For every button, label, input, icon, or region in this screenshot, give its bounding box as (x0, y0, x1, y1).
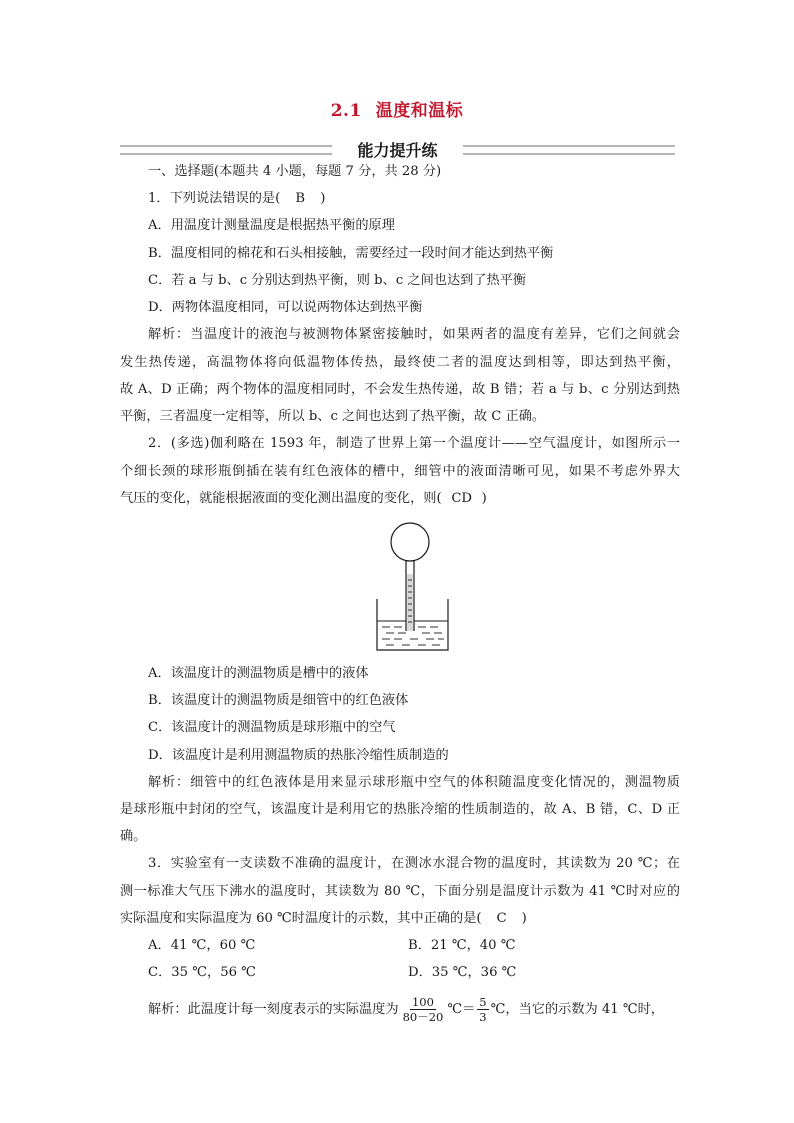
q3-stem-line (120, 908, 680, 930)
q2-stem-text: 气压的变化，就能根据液面的变化测出温度的变化，则( (120, 491, 442, 506)
q2-analysis-line: 确。 (120, 829, 147, 844)
lesson-number: 2.1 (330, 101, 362, 121)
q3-stem-text: 实际温度和实际温度为 60 ℃时温度计的示数，其中正确的是( (120, 911, 482, 926)
q1-option-a: A．用温度计测量温度是根据热平衡的原理 (148, 218, 395, 233)
fraction-denominator: 80－20 (402, 1010, 444, 1024)
q1-analysis-line: 故 A、D 正确；两个物体的温度相同时，不会发生热传递，故 B 错；若 a 与 b、c 分别达到热 (120, 382, 680, 397)
fraction-numerator: 100 (411, 995, 434, 1009)
q3-answer: C (496, 911, 507, 926)
lesson-title-text: 温度和温标 (375, 101, 464, 121)
q3-option-c: C．35 ℃，56 ℃ (148, 965, 256, 980)
q3-stem-close: ) (521, 911, 527, 926)
q1-analysis-line: 发生热传递，高温物体将向低温物体传热，最终使二者的温度达到相等，即达到热平衡， (120, 355, 680, 370)
q1-stem-close: ) (320, 191, 326, 206)
section-rule-right (463, 145, 675, 155)
q2-analysis-line: 解析：细管中的红色液体是用来显示球形瓶中空气的体积随温度变化情况的，测温物质 (148, 775, 680, 790)
q1-stem (148, 188, 680, 210)
q3-analysis-text: 解析：此温度计每一刻度表示的实际温度为 (148, 1002, 399, 1017)
section-rule-left (120, 145, 332, 155)
q3-option-a: A．41 ℃，60 ℃ (148, 938, 256, 953)
fraction-numerator: 5 (479, 995, 487, 1009)
q1-analysis-line: 解析：当温度计的液泡与被测物体紧密接触时，如果两者的温度有差异，它们之间就会 (148, 327, 680, 342)
section-header (120, 136, 675, 162)
q2-option-a: A．该温度计的测温物质是槽中的液体 (148, 666, 369, 681)
section-title: 能力提升练 (357, 141, 438, 160)
q1-option-b: B．温度相同的棉花和石头相接触，需要经过一段时间才能达到热平衡 (148, 246, 554, 261)
bulb-flask (391, 523, 429, 561)
q2-stem-line: 2．(多选)伽利略在 1593 年，制造了世界上第一个温度计——空气温度计，如图所示一 (148, 436, 680, 451)
q2-stem-line (120, 488, 680, 510)
q3-analysis-text-cont: ℃，当它的示数为 41 ℃时， (490, 1002, 664, 1017)
q3-option-d: D．35 ℃，36 ℃ (408, 965, 517, 980)
q3-stem-line: 3．实验室有一支读数不准确的温度计，在测冰水混合物的温度时，其读数为 20 ℃；在 (148, 856, 680, 871)
q3-stem-line: 测一标准大气压下沸水的温度时，其读数为 80 ℃，下面分别是温度计示数为 41 ℃时对应的 (120, 884, 680, 899)
fraction (401, 995, 446, 1024)
q1-analysis-line: 平衡，三者温度一定相等，所以 b、c 之间也达到了热平衡，故 C 正确。 (120, 409, 546, 424)
fraction-denominator: 3 (479, 1010, 487, 1024)
q2-option-c: C．该温度计的测温物质是球形瓶中的空气 (148, 720, 396, 735)
air-thermometer-figure (372, 522, 456, 652)
q1-option-d: D．两物体温度相同，可以说两物体达到热平衡 (148, 300, 423, 315)
q2-stem-line: 个细长颈的球形瓶倒插在装有红色液体的槽中，细管中的液面清晰可见，如果不考虑外界大 (120, 464, 680, 479)
unit-equals: ℃＝ (447, 1002, 476, 1017)
q1-option-c: C．若 a 与 b、c 分别达到热平衡，则 b、c 之间也达到了热平衡 (148, 273, 527, 288)
lesson-title (0, 96, 794, 121)
instructions: 一、选择题(本题共 4 小题，每题 7 分，共 28 分) (148, 164, 442, 179)
liquid-column (407, 574, 414, 631)
q2-option-d: D．该温度计是利用测温物质的热胀冷缩性质制造的 (148, 748, 449, 763)
q2-analysis-line: 是球形瓶中封闭的空气，该温度计是利用它的热胀冷缩的性质制造的，故 A、B 错，C、D 正 (120, 802, 680, 817)
q2-stem-close: ) (481, 491, 487, 506)
fraction (477, 995, 488, 1024)
q3-option-b: B．21 ℃，40 ℃ (408, 938, 516, 953)
q2-option-b: B．该温度计的测温物质是细管中的红色液体 (148, 693, 409, 708)
q1-answer: B (295, 191, 306, 206)
q2-answer: CD (451, 491, 472, 506)
q3-analysis (148, 995, 680, 1024)
q1-stem-text: 1．下列说法错误的是( (148, 191, 281, 206)
